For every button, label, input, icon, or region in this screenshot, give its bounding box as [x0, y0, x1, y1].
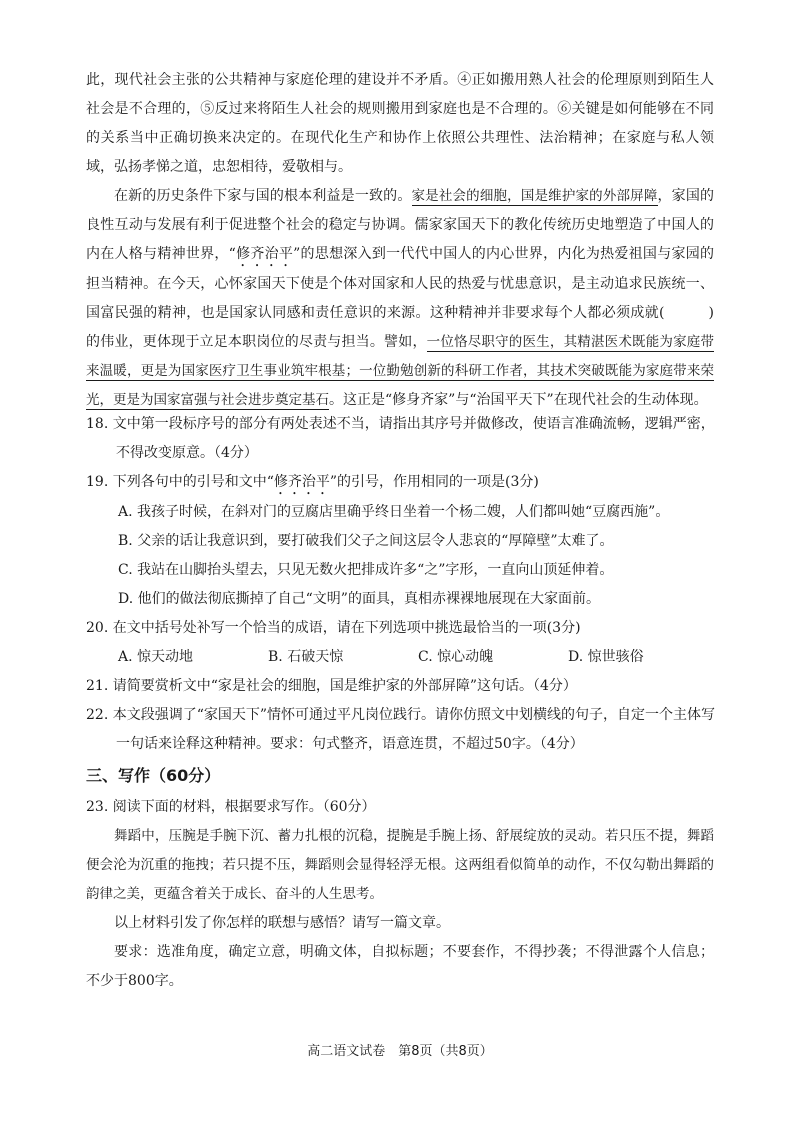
underlined-quote: 家是社会的细胞，国是维护家的外部屏障: [411, 188, 658, 204]
question-block: [86, 410, 718, 759]
dotted-term: “修齐治平”: [266, 474, 338, 490]
question-21: 21. 请简要赏析文中“家是社会的细胞，国是维护家的外部屏障”这句话。（4分）: [86, 678, 577, 694]
passage-text: ，家国的良性互动与发展有利于促进整个社会的稳定与协调。儒家家国天下的教化传统历史地塑造了中国人的内在人格与精神世界，: [86, 188, 715, 262]
dotted-term: “修齐治平”: [228, 246, 301, 262]
options-20: [86, 643, 718, 672]
option-20-c: C. 惊心动魄: [418, 649, 494, 665]
writing-block: [86, 793, 714, 996]
page-footer: 高二语文试卷 第8页（共8页）: [307, 1044, 493, 1059]
passage-paragraph-2: [86, 182, 714, 415]
writing-material: 舞蹈中，压腕是手腕下沉、蓄力扎根的沉稳，提腕是手腕上扬、舒展绽放的灵动。若只压不提，舞蹈便会沦为沉重的拖拽；若只提不压，舞蹈则会显得轻浮无根。这两组看似简单的动作，不仅勾勒出舞蹈的韵律之美，更蕴含着关于成长、奋斗的人生思考。: [86, 828, 714, 902]
writing-prompt: 以上材料引发了你怎样的联想与感悟？请写一篇文章。: [114, 915, 450, 931]
passage-text: 的思想深入到一代代中国人的内心世界，内化为热爱祖国与家园的担当精神。在今天，心怀家国天下使是个体对国家和人民的热爱与忧患意识，是主动追求民族统一、国富民强的精神，也是国家认同感和责任意识的来源。这种精神并非要求每个人都必须成就(: [86, 246, 714, 321]
option-20-a: A. 惊天动地: [118, 649, 194, 665]
underlined-sentence: 一位恪尽职守的医生，其精湛医术既能为家庭带来温暖，更是为国家医疗卫生事业筑牢根基；一位勤勉创新的科研工作者，其技术突破既能为家庭带来荣光，更是为国家富强与社会进步奠定基石: [86, 334, 715, 408]
option-19-b: B. 父亲的话让我意识到，要打破我们父子之间这层令人悲哀的“厚障壁”太难了。: [118, 533, 614, 549]
question-20: 20. 在文中括号处补写一个恰当的成语，请在下列选项中挑选最恰当的一项(3分): [86, 620, 581, 636]
passage-text: )的伟业，更体现于立足本职岗位的尽责与担当。譬如，: [86, 305, 714, 350]
question-23: 23. 阅读下面的材料，根据要求写作。（60分）: [86, 799, 376, 815]
option-20-b: B. 石破天惊: [268, 649, 344, 665]
reading-passage: [86, 66, 714, 415]
option-19-d: D. 他们的做法彻底撕掉了自己“文明”的面具，真相赤裸裸地展现在大家面前。: [118, 591, 600, 607]
passage-paragraph-1: 此，现代社会主张的公共精神与家庭伦理的建设并不矛盾。④正如搬用熟人社会的伦理原则到陌生人社会是不合理的，⑤反过来将陌生人社会的规则搬用到家庭也是不合理的。⑥关键是如何能够在不同的关系当中正确切换来决定的。在现代化生产和协作上依照公共理性、法治精神；在家庭与私人领域，弘扬孝悌之道，忠恕相待，爱敬相与。: [86, 72, 714, 175]
option-19-a: A. 我孩子时候，在斜对门的豆腐店里确乎终日坐着一个杨二嫂，人们都叫她“豆腐西施”。: [118, 504, 670, 520]
option-20-d: D. 惊世骇俗: [568, 649, 644, 665]
question-19: 19. 下列各句中的引号和文中“修齐治平”的引号，作用相同的一项是(3分): [86, 474, 539, 490]
writing-requirements: 要求：选准角度，确定立意，明确文体，自拟标题；不要套作，不得抄袭；不得泄露个人信息；不少于800字。: [86, 944, 714, 989]
passage-text: 在新的历史条件下家与国的根本利益是一致的。: [114, 188, 412, 204]
option-19-c: C. 我站在山脚抬头望去，只见无数火把排成许多“之”字形，一直向山顶延伸着。: [118, 562, 614, 578]
passage-text: 。这正是“修身齐家”与“治国平天下”在现代社会的生动体现。: [329, 392, 708, 408]
question-22: 22. 本文段强调了“家国天下”情怀可通过平凡岗位践行。请你仿照文中划横线的句子，自定一个主体写一句话来诠释这种精神。要求：句式整齐，语意连贯，不超过50字。（4分）: [86, 707, 716, 752]
section-title: 三、写作（60分）: [86, 766, 221, 785]
question-18: 18. 文中第一段标序号的部分有两处表述不当，请指出其序号并做修改，使语言准确流畅，逻辑严密，不得改变原意。（4分）: [86, 416, 715, 461]
